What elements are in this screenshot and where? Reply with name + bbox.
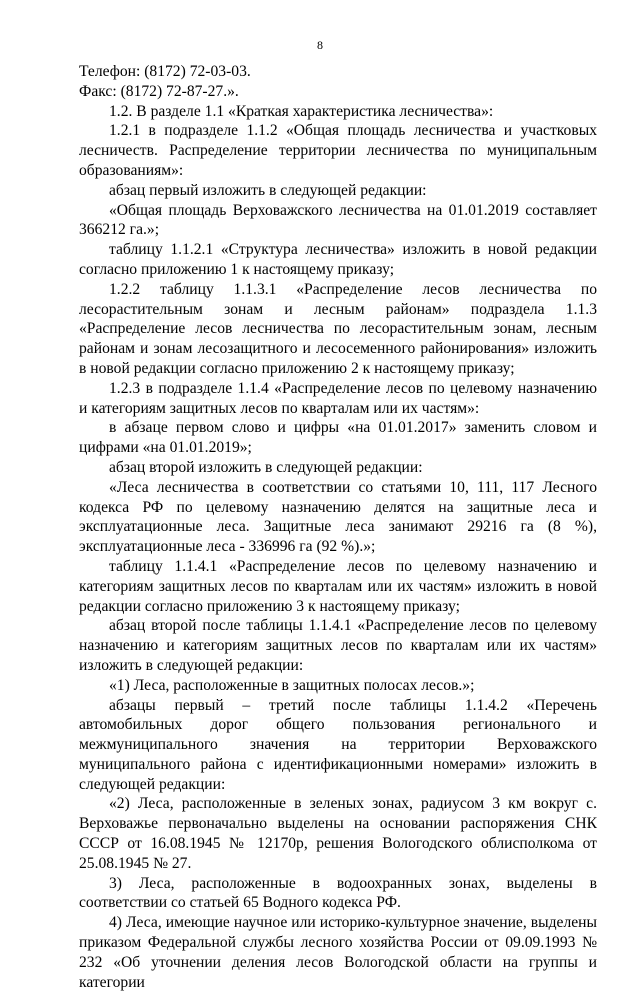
paragraph: 1.2.3 в подразделе 1.1.4 «Распределение лесов по целевому назначению и категориям защитных лесов по кварталам или их частям»: [79, 379, 597, 417]
paragraph: 1.2.1 в подразделе 1.1.2 «Общая площадь лесничества и участковых лесничеств. Распределение территории лесничества по муниципальным образованиям»: [79, 122, 597, 179]
paragraph: абзац второй изложить в следующей редакции: [109, 458, 423, 476]
paragraph: абзацы первый – третий после таблицы 1.1.4.2 «Перечень автомобильных дорог общего пользования регионального и межмуниципального значения на территории Верховажского муниципального района с идентификационными номерами» изложить в следующей редакции: [79, 696, 597, 793]
paragraph: «Общая площадь Верховажского лесничества на 01.01.2019 составляет 366212 га.»; [79, 201, 597, 239]
page-number: 8 [317, 38, 323, 52]
paragraph: «1) Леса, расположенные в защитных полосах лесов.»; [109, 676, 475, 694]
phone-line: Телефон: (8172) 72-03-03. [79, 63, 251, 80]
paragraph: абзац второй после таблицы 1.1.4.1 «Распределение лесов по целевому назначению и категориям защитных лесов по кварталам или их частям» изложить в следующей редакции: [79, 617, 597, 674]
paragraph: таблицу 1.1.2.1 «Структура лесничества» изложить в новой редакции согласно приложению 1 к настоящему приказу; [79, 241, 597, 278]
paragraph: 1.2. В разделе 1.1 «Краткая характеристика лесничества»: [109, 102, 494, 120]
paragraph: «2) Леса, расположенные в зеленых зонах, радиусом 3 км вокруг с. Верховажье первоначально выделены на основании распоряжения СНК СССР от 16.08.1945 № 12170р, решения Вологодского облисполкома от 25.08.1945 № 27. [79, 795, 597, 872]
paragraph: 1.2.2 таблицу 1.1.3.1 «Распределение лесов лесничества по лесорастительным зонам и лесным районам» подраздела 1.1.3 «Распределение лесов лесничества по лесорастительным зонам, лесным районам и зонам лесозащитного и лесосеменного районирования» изложить в новой редакции согласно приложению 2 к настоящему приказу; [79, 280, 597, 377]
paragraph: «Леса лесничества в соответствии со статьями 10, 111, 117 Лесного кодекса РФ по целевому назначению делятся на защитные леса и эксплуатационные леса. Защитные леса занимают 29216 га (8 %), эксплуатационные леса - 336996 га (92 %).»; [79, 478, 597, 556]
document-body [79, 62, 597, 992]
fax-line: Факс: (8172) 72-87-27.». [79, 82, 239, 100]
paragraph: 4) Леса, имеющие научное или историко-культурное значение, выделены приказом Федеральной службы лесного хозяйства России от 09.09.1993 № 232 «Об уточнении деления лесов Вологодской области на группы и категории [79, 914, 597, 991]
paragraph: в абзаце первом слово и цифры «на 01.01.2017» заменить словом и цифрами «на 01.01.2019»; [79, 419, 597, 457]
paragraph: абзац первый изложить в следующей редакции: [109, 181, 427, 199]
paragraph: таблицу 1.1.4.1 «Распределение лесов по целевому назначению и категориям защитных лесов по кварталам или их частям» изложить в новой редакции согласно приложению 3 к настоящему приказу; [79, 557, 597, 615]
paragraph: 3) Леса, расположенные в водоохранных зонах, выделены в соответствии со статьей 65 Водного кодекса РФ. [79, 874, 597, 912]
